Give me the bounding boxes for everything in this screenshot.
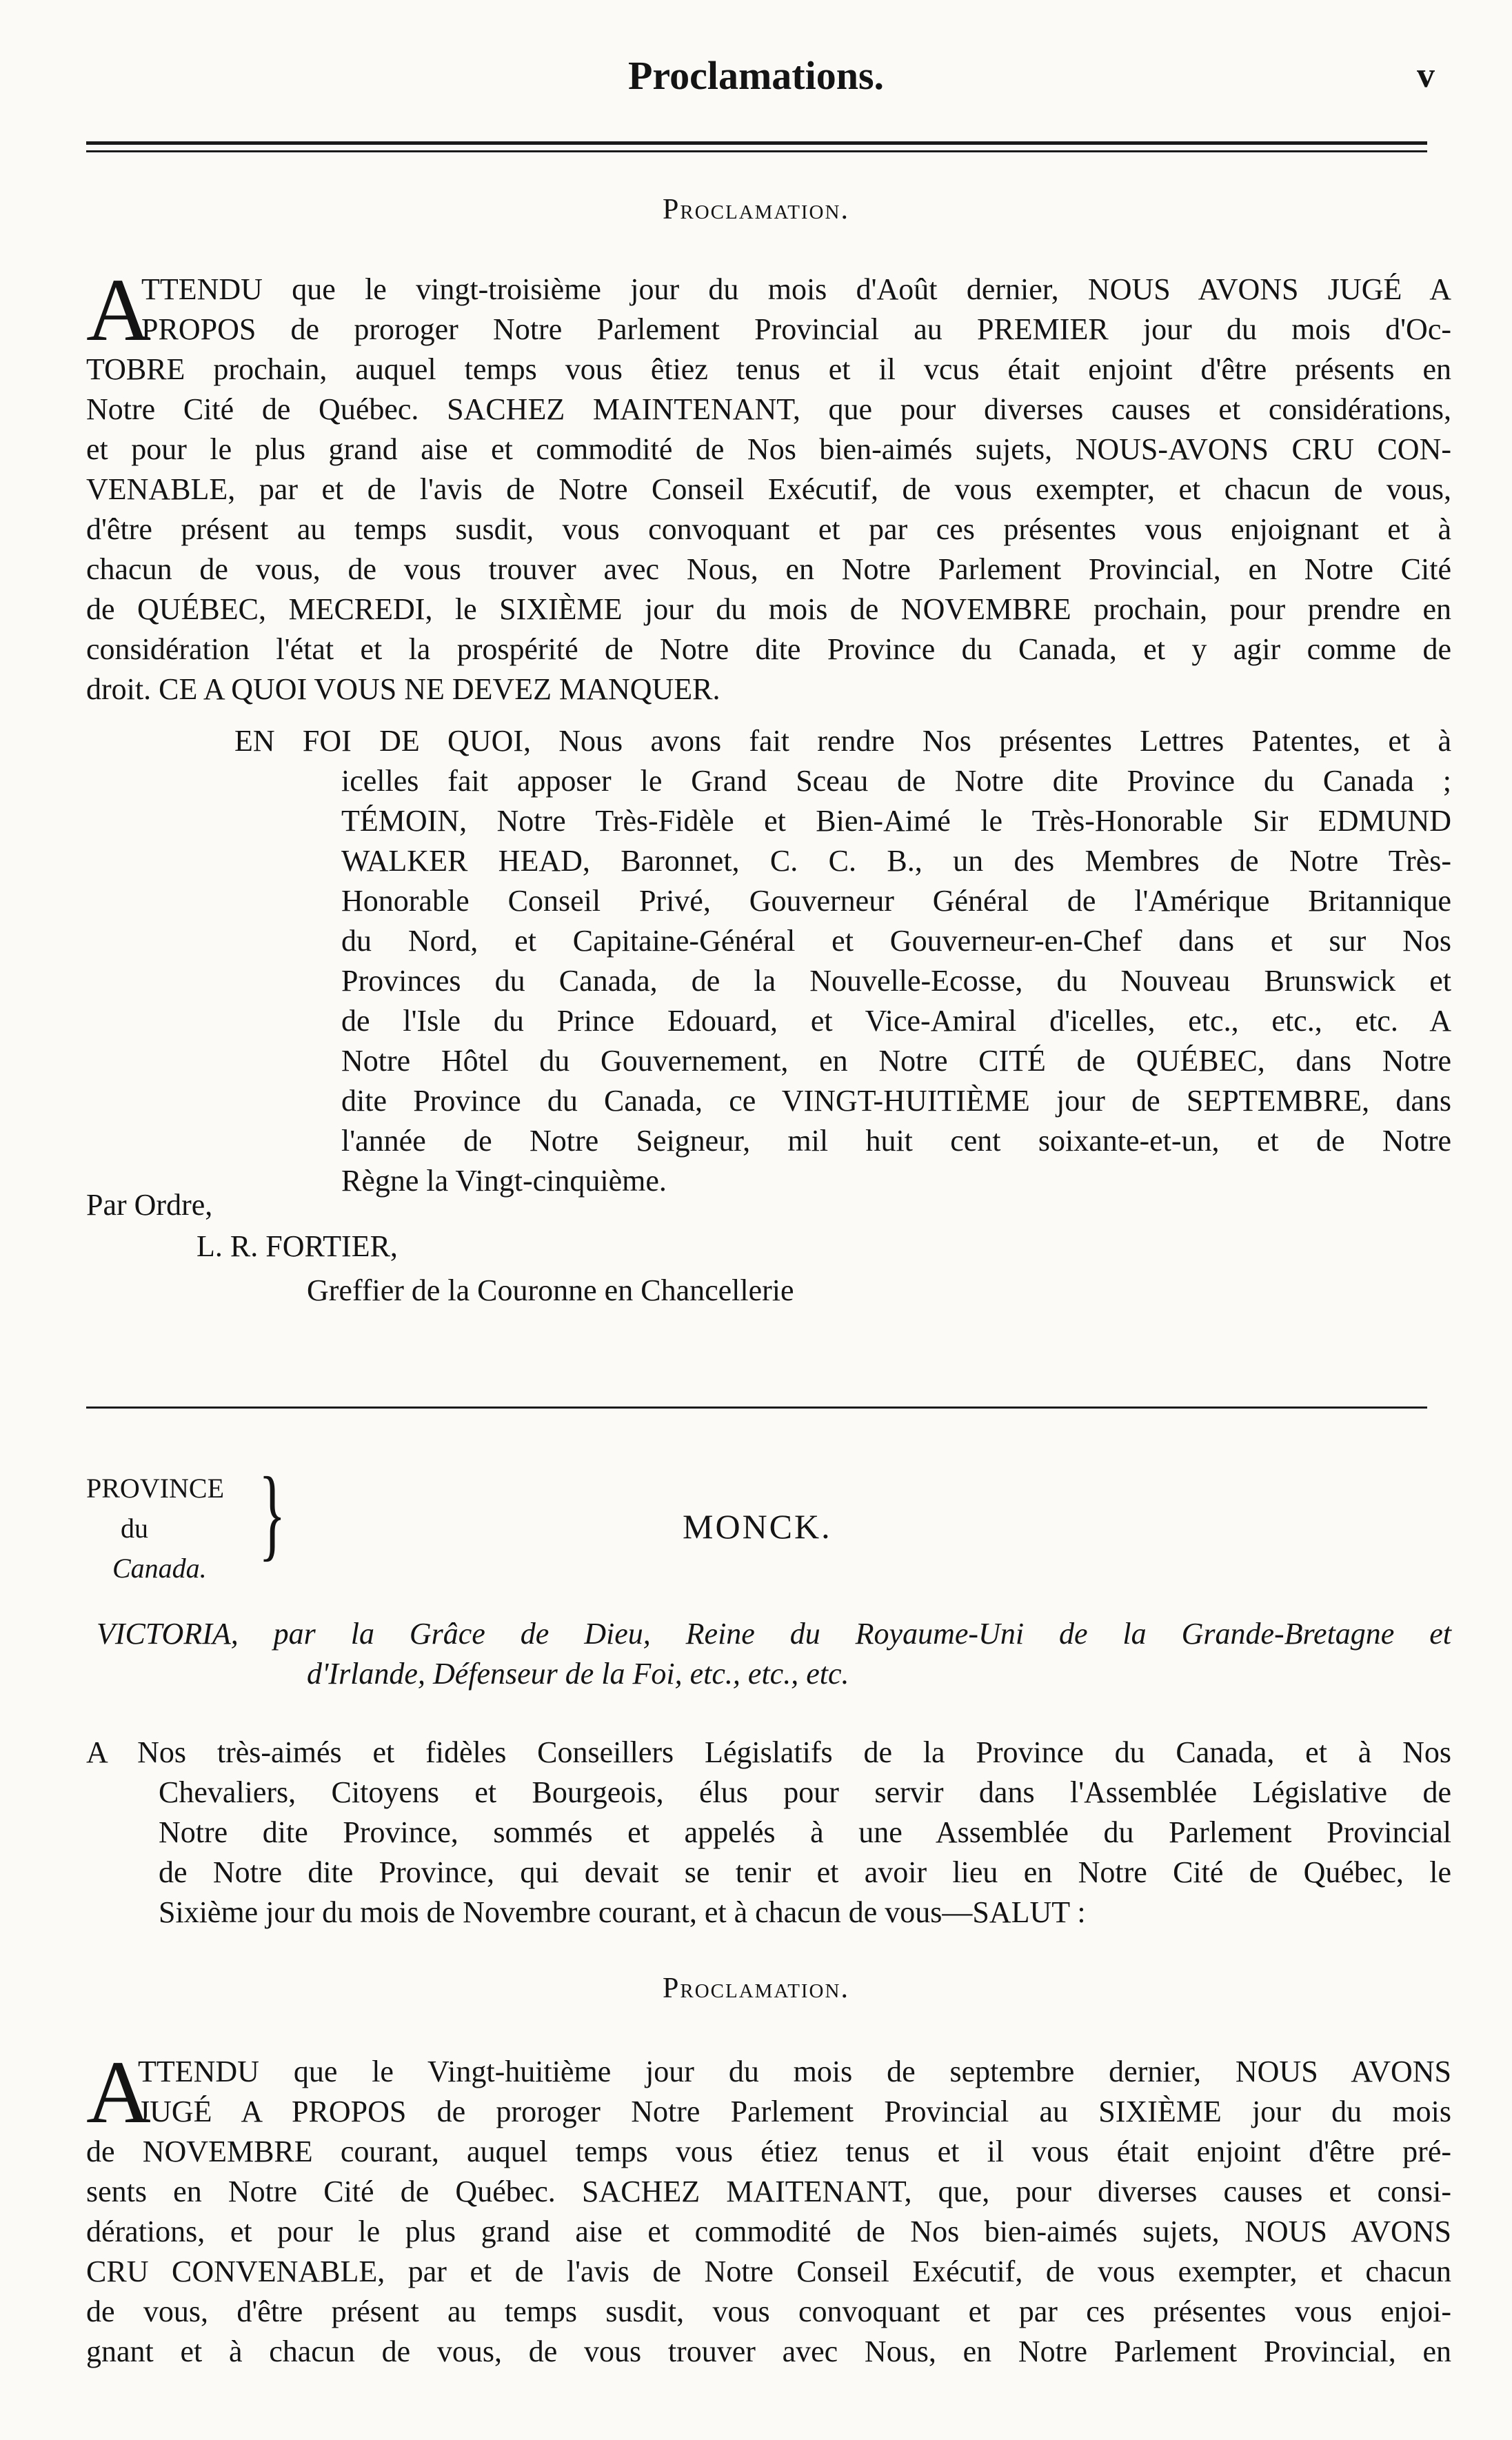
- text-line: de vous, d'être présent au temps susdit, vous convoquant et par ces présentes vous enjoi-: [86, 2295, 1451, 2328]
- address-line: A Nos très-aimés et fidèles Conseillers Législatifs de la Province du Canada, et à Nos: [86, 1735, 1451, 1769]
- brace-icon: }: [259, 1456, 286, 1571]
- header-rule-bottom: [86, 150, 1427, 152]
- victoria-line: d'Irlande, Défenseur de la Foi, etc., etc., etc.: [307, 1657, 849, 1691]
- testimony-line: l'année de Notre Seigneur, mil huit cent soixante-et-un, et de Notre: [341, 1124, 1451, 1158]
- address-line: de Notre dite Province, qui devait se tenir et avoir lieu en Notre Cité de Québec, le: [159, 1855, 1451, 1889]
- text-line: JUGÉ A PROPOS de proroger Notre Parlement Provincial au SIXIÈME jour du mois: [138, 2095, 1451, 2128]
- text-line: de NOVEMBRE courant, auquel temps vous étiez tenus et il vous était enjoint d'être pré-: [86, 2135, 1451, 2168]
- province-label: PROVINCE: [86, 1473, 225, 1504]
- governor-name: MONCK.: [683, 1507, 832, 1546]
- text-line: d'être présent au temps susdit, vous convoquant et par ces présentes vous enjoignant et à: [86, 512, 1451, 546]
- drop-cap: A: [86, 261, 151, 360]
- text-line: considération l'état et la prospérité de Notre dite Province du Canada, et y agir comme de: [86, 632, 1451, 666]
- text-line: TTENDU que le vingt-troisième jour du mois d'Août dernier, NOUS AVONS JUGÉ A: [141, 272, 1451, 306]
- address-line: Notre dite Province, sommés et appelés à une Assemblée du Parlement Provincial: [159, 1815, 1451, 1849]
- text-line: chacun de vous, de vous trouver avec Nous, en Notre Parlement Provincial, en Notre Cité: [86, 552, 1451, 586]
- address-line: Chevaliers, Citoyens et Bourgeois, élus pour servir dans l'Assemblée Législative de: [159, 1775, 1451, 1809]
- drop-cap-2: A: [86, 2043, 151, 2142]
- section-rule: [86, 1406, 1427, 1409]
- province-du: du: [121, 1513, 148, 1544]
- testimony-line: EN FOI DE QUOI, Nous avons fait rendre Nos présentes Lettres Patentes, et à: [234, 724, 1451, 758]
- proclamation-heading-2: Proclamation.: [663, 1973, 849, 2004]
- text-line: VENABLE, par et de l'avis de Notre Conseil Exécutif, de vous exempter, et chacun de vous,: [86, 472, 1451, 506]
- testimony-line: Règne la Vingt-cinquième.: [341, 1164, 667, 1198]
- testimony-line: icelles fait apposer le Grand Sceau de Notre dite Province du Canada ;: [341, 764, 1451, 798]
- text-line: et pour le plus grand aise et commodité de Nos bien-aimés sujets, NOUS-AVONS CRU CON-: [86, 432, 1451, 466]
- signer-title: Greffier de la Couronne en Chancellerie: [307, 1273, 794, 1307]
- testimony-line: du Nord, et Capitaine-Général et Gouverneur-en-Chef dans et sur Nos: [341, 924, 1451, 958]
- address-line: Sixième jour du mois de Novembre courant, et à chacun de vous—SALUT :: [159, 1895, 1086, 1929]
- text-line: TOBRE prochain, auquel temps vous êtiez tenus et il vcus était enjoint d'être présents en: [86, 352, 1451, 386]
- text-line: dérations, et pour le plus grand aise et commodité de Nos bien-aimés sujets, NOUS AVONS: [86, 2215, 1451, 2248]
- text-line: gnant et à chacun de vous, de vous trouver avec Nous, en Notre Parlement Provincial, en: [86, 2335, 1451, 2368]
- text-line: sents en Notre Cité de Québec. SACHEZ MAITENANT, que, pour diverses causes et consi-: [86, 2175, 1451, 2208]
- text-line: CRU CONVENABLE, par et de l'avis de Notre Conseil Exécutif, de vous exempter, et chacun: [86, 2255, 1451, 2288]
- testimony-line: Notre Hôtel du Gouvernement, en Notre CITÉ de QUÉBEC, dans Notre: [341, 1044, 1451, 1078]
- testimony-line: Provinces du Canada, de la Nouvelle-Ecosse, du Nouveau Brunswick et: [341, 964, 1451, 998]
- testimony-line: Honorable Conseil Privé, Gouverneur Général de l'Amérique Britannique: [341, 884, 1451, 918]
- text-line: de QUÉBEC, MECREDI, le SIXIÈME jour du mois de NOVEMBRE prochain, pour prendre en: [86, 592, 1451, 626]
- victoria-line: VICTORIA, par la Grâce de Dieu, Reine du Royaume-Uni de la Grande-Bretagne et: [97, 1617, 1451, 1651]
- signer-name: L. R. FORTIER,: [196, 1229, 398, 1263]
- proclamation-heading: Proclamation.: [663, 194, 849, 225]
- text-line: droit. CE A QUOI VOUS NE DEVEZ MANQUER.: [86, 672, 720, 706]
- province-canada: Canada.: [112, 1553, 207, 1584]
- testimony-line: TÉMOIN, Notre Très-Fidèle et Bien-Aimé le Très-Honorable Sir EDMUND: [341, 804, 1451, 838]
- order-line: Par Ordre,: [86, 1188, 213, 1222]
- testimony-line: dite Province du Canada, ce VINGT-HUITIÈME jour de SEPTEMBRE, dans: [341, 1084, 1451, 1118]
- testimony-line: WALKER HEAD, Baronnet, C. C. B., un des Membres de Notre Très-: [341, 844, 1451, 878]
- page-number: v: [1417, 56, 1435, 95]
- text-line: Notre Cité de Québec. SACHEZ MAINTENANT, que pour diverses causes et considérations,: [86, 392, 1451, 426]
- header-rule-top: [86, 141, 1427, 145]
- text-line: PROPOS de proroger Notre Parlement Provincial au PREMIER jour du mois d'Oc-: [141, 312, 1451, 346]
- running-head: Proclamations.: [627, 53, 885, 98]
- testimony-line: de l'Isle du Prince Edouard, et Vice-Amiral d'icelles, etc., etc., etc. A: [341, 1004, 1451, 1038]
- text-line: TTENDU que le Vingt-huitième jour du mois de septembre dernier, NOUS AVONS: [138, 2055, 1451, 2088]
